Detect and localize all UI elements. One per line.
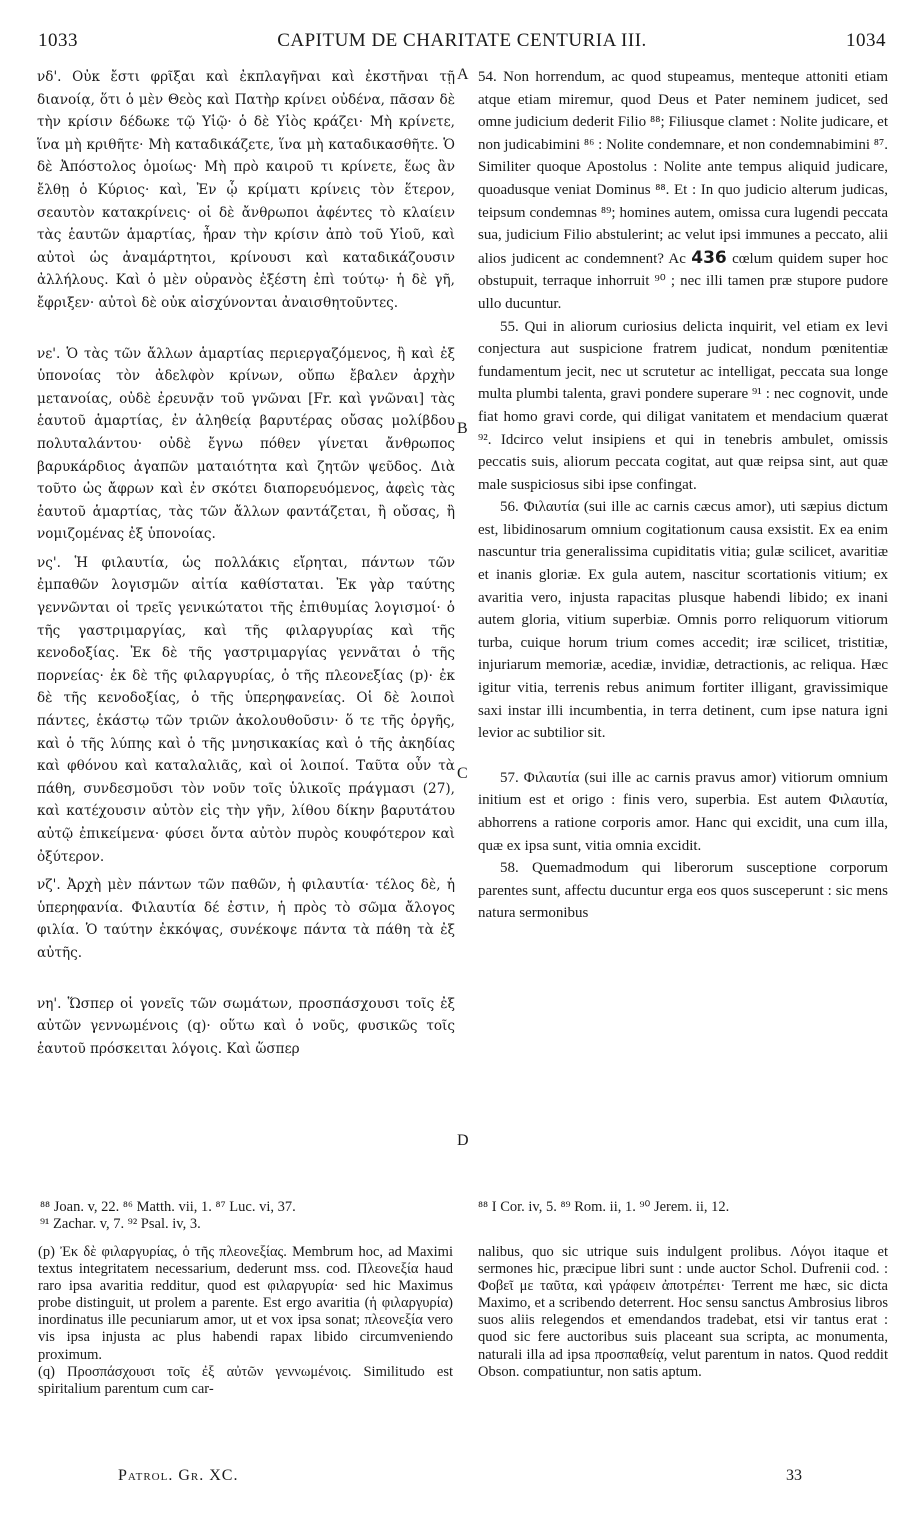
greek-column <box>37 66 455 1060</box>
greek-chapter-55: νε'. Ὁ τὰς τῶν ἄλλων ἁμαρτίας περιεργαζόμενος, ἢ καὶ ἐξ ὑπονοίας τὸν ἀδελφὸν κρίνων, οὔπω ἔβαλεν ἀρχὴν μετανοίας, οὐδὲ ἐρευνᾷν τοῦ γνῶναι [Fr. καὶ γνῶναι] τὰς ἑαυτοῦ ἁμαρτίας, ἐν ἀληθείᾳ βαρυτέρας οὔσας μολίβδου πολυταλάντου· οὐδὲ ἔγνω πόθεν γίνεται ἄνθρωπος βαρυκάρδιος ἀγαπῶν ματαιότητα καὶ ζητῶν ψεῦδος. Διὰ τοῦτο ὡς ἄφρων καὶ ἐν σκότει διαπορευόμενος, ἀφεὶς τὰς ἑαυτοῦ ἁμαρτίας, τὰς τῶν ἄλλων φαντάζεται, ἢ οὔσας, ἢ νομιζομένας ἐξ ὑπονοίας. <box>37 345 455 543</box>
margin-letter-b: B <box>457 420 468 437</box>
right-page-number: 1034 <box>846 30 886 51</box>
right-notes <box>478 1244 888 1381</box>
latin-chapter-58: 58. Quemadmodum qui liberorum susceptione corporum parentes sunt, affectu ducuntur erga eos quos susceperunt : sic mens natura sermonibus <box>478 860 888 922</box>
left-footnote-line-1: ⁸⁸ Joan. v, 22. ⁸⁶ Matth. vii, 1. ⁸⁷ Luc. vi, 37. <box>40 1199 296 1215</box>
left-page-number: 1033 <box>38 30 78 51</box>
note-continuation: nalibus, quo sic utrique suis indulgent prolibus. Λόγοι itaque et sermones hic, præcipue libri sunt : unde auctor Schol. Dufrenii cod. : Φοβεῖ με ταῦτα, καὶ γράφειν ἀποτρέπει· Terrent me hæc, sic dicta Maximo, et a scribendo deterrent. Hoc sensu sanctus Ambrosius libros suos aliis relegendos et emendandos tradebat, etsi vir tantus erat : quod sic fere auctoribus suis placeant sua scripta, ac monumenta, naturali illa ad ipsa προσπαθείᾳ, velut parentum in natos. Quod reddit Obson. compatiuntur, non satis aptum. <box>478 1244 888 1380</box>
latin-column <box>478 66 888 925</box>
right-footnote-line-1: ⁸⁸ I Cor. iv, 5. ⁸⁹ Rom. ii, 1. ⁹⁰ Jerem. ii, 12. <box>478 1199 730 1215</box>
margin-letter-c: C <box>457 765 468 782</box>
note-p: (p) Ἐκ δὲ φιλαργυρίας, ὁ τῆς πλεονεξίας. Membrum hoc, ad Maximi textus integritatem necessarium, dederunt mss. cod. Πλεονεξία haud raro ipsa avaritia redditur, quod est φιλαργυρία· sed hic Maximus probe distinguit, ut prolem a parente. Est ergo avaritia (ἡ φιλαργυρία) inordinatus ille pecuniarum amor, ut et vox ipsa sonat; πλεονεξία vero vis ipsa injusta ac plus habendi rapax libido circumveniendo proximum. <box>38 1244 453 1363</box>
left-footnote-line-2: ⁹¹ Zachar. v, 7. ⁹² Psal. iv, 3. <box>40 1216 201 1232</box>
latin-chapter-55: 55. Qui in aliorum curiosius delicta inquirit, vel etiam ex levi conjectura aut suspicione fratrem judicat, nondum pœnitentiæ fundamentum jecit, nec ut scrutetur ac intelligat, peccata sua longe multa plumbi talenta, gravi pondere superare ⁹¹ : nec cognovit, unde fiat homo gravi corde, qui diligat vanitatem et mendacium quærat ⁹². Idcirco velut insipiens et qui in tenebris ambulet, omissis peccatis suis, aliorum peccata cogitat, aut quæ reipsa sint, aut quæ male suspiciosus sibi ipse confingat. <box>478 318 888 493</box>
left-notes <box>38 1244 453 1398</box>
greek-chapter-54: νδ'. Οὐκ ἔστι φρῖξαι καὶ ἐκπλαγῆναι καὶ ἐκστῆναι τῇ διανοίᾳ, ὅτι ὁ μὲν Θεὸς καὶ Πατὴρ κρίνει οὐδένα, πᾶσαν δὲ τὴν κρίσιν δέδωκε τῷ Υἱῷ· ὁ δὲ Υἱὸς κράζει· Μὴ κρίνετε, ἵνα μὴ κριθῆτε· Μὴ καταδικάζετε, ἵνα μὴ καταδικασθῆτε. Ὁ δὲ Ἀπόστολος ὁμοίως· Μὴ πρὸ καιροῦ τι κρίνετε, ἕως ἂν ἔλθῃ ὁ Κύριος· καὶ, Ἐν ᾧ κρίματι κρίνεις τὸν ἕτερον, σεαυτὸν κατακρίνεις· οἱ δὲ ἄνθρωποι ἀφέντες τὸ κλαίειν τὰς ἑαυτῶν ἁμαρτίας, ἦραν τὴν κρίσιν ἀπὸ τοῦ Υἱοῦ, καὶ αὐτοὶ ὡς ἀναμάρτητοι, κρίνουσι καὶ καταδικάζουσιν ἀλλήλους. Καὶ ὁ μὲν οὐρανὸς ἐξέστη ἐπὶ τούτῳ· ἡ δὲ γῆ, ἔφριξεν· αὐτοὶ δὲ οὐκ αἰσχύνονται ἀναισθητοῦντες. <box>37 69 455 311</box>
greek-chapter-57: νζ'. Ἀρχὴ μὲν πάντων τῶν παθῶν, ἡ φιλαυτία· τέλος δὲ, ἡ ὑπερηφανία. Φιλαυτία δέ ἐστιν, ἡ πρὸς τὸ σῶμα ἄλογος φιλία. Ὁ ταύτην ἐκκόψας, συνέκοψε πάντα τὰ πάθη τὰ ἐξ αὐτῆς. <box>37 877 455 961</box>
latin-chapter-54-text-a: 54. Non horrendum, ac quod stupeamus, menteque attoniti etiam atque etiam miremur, quod Deus et Pater neminem judicet, sed omne judicium dederit Filio ⁸⁸; Filiusque clamet : Nolite judicare, et non judicabimini ⁸⁶ : Nolite condemnare, et non condemnabimini ⁸⁷. Similiter quoque Apostolus : Nolite ante tempus aliquid judicare, quoadusque veniat Dominus ⁸⁸. Et : In quo judicio alterum judicas, teipsum condemnas ⁸⁹; homines autem, omissa cura lugendi peccata sua, judicium Filio abstulerint; ac velut ipsi immunes a peccato, alii alios judicent ac condemnent? Ac <box>478 69 888 267</box>
latin-chapter-54 <box>478 66 888 316</box>
latin-chapter-57: 57. Φιλαυτία (sui ille ac carnis pravus amor) vitiorum omnium initium est et origo : finis vero, superbia. Est autem Φιλαυτία, abhorrens a ratione corporis amor. Hanc qui excidit, una cum illa, quæ ex ipsa sunt, vitia omnia excidit. <box>478 769 888 854</box>
latin-chapter-56: 56. Φιλαυτία (sui ille ac carnis cæcus amor), uti sæpius dictum est, libidinosarum omnium cogitationum causa exsistit. Ex ea enim nascuntur tria generalissima cupiditatis vitia; gulæ scilicet, avaritiæ et inanis gloriæ. Ex gula autem, nascitur scortationis vitium; ex avaritia vero, injusta rapacitas plusque habendi libido; ex inani autem gloria, vitium superbiæ. Omnis porro reliquorum vitiorum turba, cuique horum trium comes accedit; iræ scilicet, tristitiæ, injuriarum memoriæ, acediæ, invidiæ, detractionis, ac reliqua. Hæc igitur vitia, terrenis rebus animum fortiter illigant, gravissimique saxi instar illi incumbentia, in terra detinent, cum ipse natura igni levior ac subtilior sit. <box>478 499 888 742</box>
right-footnotes <box>478 1199 888 1216</box>
latin-chapter-54-text-b: cœlum quidem super hoc obstupuit, terraque inhorruit ⁹⁰ ; nec illi tamen præ stupore pudore ullo ducuntur. <box>478 250 889 312</box>
greek-chapter-58: νη'. Ὥσπερ οἱ γονεῖς τῶν σωμάτων, προσπάσχουσι τοῖς ἐξ αὐτῶν γεννωμένοις (q)· οὕτω καὶ ὁ νοῦς, φυσικῶς τοῖς ἑαυτοῦ πρόσκειται λόγοις. Καὶ ὥσπερ <box>37 995 455 1057</box>
left-footnotes <box>40 1199 460 1233</box>
gathering-signature: 33 <box>786 1467 802 1484</box>
greek-chapter-56: νς'. Ἡ φιλαυτία, ὡς πολλάκις εἴρηται, πάντων τῶν ἐμπαθῶν λογισμῶν αἰτία καθίσταται. Ἐκ γὰρ ταύτης γεννῶνται οἱ τρεῖς γενικώτατοι τῆς ἐπιθυμίας λογισμοί· ὁ τῆς γαστριμαργίας, καὶ τῆς φιλαργυρίας καὶ τῆς κενοδοξίας. Ἐκ δὲ τῆς γαστριμαργίας γεννᾶται ὁ τῆς πορνείας· ἐκ δὲ τῆς φιλαργυρίας, ὁ τῆς πλεονεξίας (p)· ἐκ δὲ τῆς κενοδοξίας, ὁ τῆς ὑπερηφανείας. Οἱ δὲ λοιποὶ πάντες, ἑκάστῳ τῶν τριῶν ἀκολουθοῦσιν· ὅ τε τῆς ὀργῆς, καὶ ὁ τῆς λύπης καὶ ὁ τῆς μνησικακίας καὶ ὁ τῆς ἀκηδίας καὶ φθόνου καὶ καταλαλιᾶς, καὶ οἱ λοιποί. Ταῦτα οὖν τὰ πάθη, συνδεσμοῦσι τὸν νοῦν τοῖς ὑλικοῖς πράγμασι (27), καὶ κατέχουσιν αὐτὸν εἰς τὴν γῆν, λίθου δίκην βαρυτάτου αὐτῷ ἐπικείμενα· φύσει ὄντα αὐτὸν πυρὸς κουφότερον καὶ ὀξύτερον. <box>37 554 455 865</box>
margin-letter-d: D <box>457 1132 469 1149</box>
series-signature: Patrol. Gr. XC. <box>118 1467 239 1484</box>
margin-letter-a: A <box>457 66 469 83</box>
running-title: CAPITUM DE CHARITATE CENTURIA III. <box>277 30 647 51</box>
column-number-436: 436 <box>691 247 727 268</box>
note-q: (q) Προσπάσχουσι τοῖς ἐξ αὐτῶν γεννωμένοις. Similitudo est spiritalium parentum cum car- <box>38 1363 453 1397</box>
